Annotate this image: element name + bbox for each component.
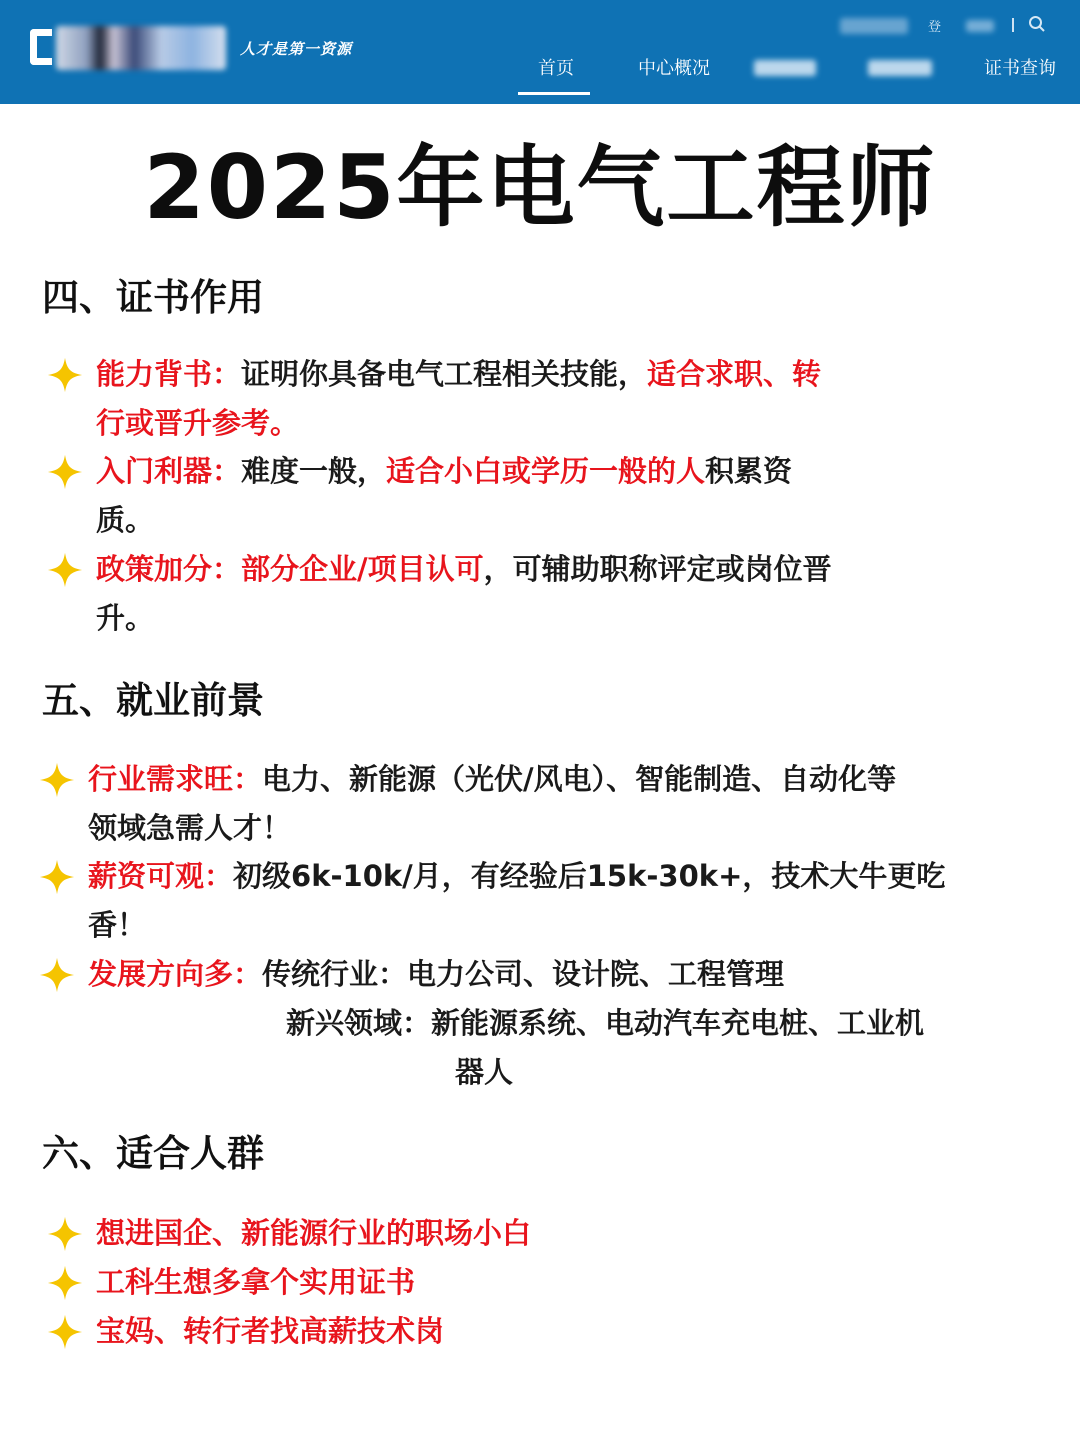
sparkle-star-icon	[46, 1313, 84, 1351]
sub-category-name: 新兴领域：	[286, 1006, 432, 1040]
page-title: 2025年电气工程师	[143, 136, 937, 239]
list-item	[88, 852, 945, 950]
item-text: 电力、新能源（光伏/风电）、智能制造、自动化等	[262, 762, 897, 796]
site-slogan: 人才是第一资源	[240, 40, 353, 58]
list-item	[96, 545, 832, 643]
sparkle-star-icon	[38, 761, 76, 799]
item-label: 能力背书：	[96, 357, 242, 391]
sparkle-star-icon	[46, 1264, 84, 1302]
item-text: 难度一般，	[241, 454, 387, 488]
sparkle-star-icon	[38, 956, 76, 994]
item-text: 香！	[88, 908, 147, 942]
nav-item-cert-query[interactable]: 证书查询	[984, 58, 1056, 79]
list-item	[88, 950, 784, 999]
item-text: ，可辅助职称评定或岗位晋	[483, 552, 832, 586]
item-label: 入门利器：	[96, 454, 242, 488]
item-highlight: 行或晋升参考。	[96, 406, 300, 440]
sparkle-star-icon	[46, 1215, 84, 1253]
nav-item-blurred-1[interactable]	[754, 60, 816, 76]
item-highlight: 适合小白或学历一般的人	[386, 454, 706, 488]
item-label: 政策加分：	[96, 552, 242, 586]
item-label: 薪资可观：	[88, 859, 234, 893]
section-heading-cert-use: 四、证书作用	[42, 276, 264, 319]
item-text: 质。	[96, 503, 155, 537]
sparkle-star-icon	[38, 858, 76, 896]
item-text: 领域急需人才！	[88, 811, 292, 845]
list-item	[96, 1258, 415, 1307]
list-item-continuation	[286, 999, 924, 1048]
item-highlight: 部分企业/项目认可	[241, 552, 484, 586]
register-link-blurred[interactable]	[966, 20, 994, 32]
nav-item-overview[interactable]: 中心概况	[638, 58, 710, 79]
item-text: 升。	[96, 601, 155, 635]
section-heading-audience: 六、适合人群	[42, 1132, 264, 1175]
nav-item-home[interactable]: 首页	[538, 58, 574, 79]
section-heading-career: 五、就业前景	[42, 679, 264, 722]
list-item-continuation	[455, 1048, 513, 1097]
list-item	[96, 1209, 531, 1258]
list-item	[96, 447, 792, 545]
util-link-blurred[interactable]	[840, 18, 908, 34]
sparkle-star-icon	[46, 356, 84, 394]
sparkle-star-icon	[46, 551, 84, 589]
item-text: 积累资	[705, 454, 793, 488]
sub-category-name: 传统行业：	[262, 957, 408, 991]
list-item	[96, 350, 821, 448]
list-item	[96, 1307, 444, 1356]
search-icon[interactable]	[1028, 15, 1046, 33]
item-text: 初级6k-10k/月，有经验后15k-30k+，技术大牛更吃	[233, 859, 946, 893]
item-highlight: 宝妈、转行者找高薪技术岗	[96, 1314, 445, 1348]
site-header	[0, 0, 1080, 104]
util-divider	[1012, 18, 1014, 32]
item-highlight: 适合求职、转	[647, 357, 822, 391]
login-link[interactable]: 登	[928, 20, 942, 35]
item-label: 发展方向多：	[88, 957, 263, 991]
item-highlight: 工科生想多拿个实用证书	[96, 1265, 416, 1299]
sub-category-value: 器人	[455, 1055, 514, 1089]
item-label: 行业需求旺：	[88, 762, 263, 796]
nav-active-indicator	[518, 92, 590, 95]
sub-category-value: 电力公司、设计院、工程管理	[407, 957, 785, 991]
sparkle-star-icon	[46, 453, 84, 491]
nav-item-blurred-2[interactable]	[868, 60, 932, 76]
item-text: 证明你具备电气工程相关技能，	[241, 357, 648, 391]
list-item	[88, 755, 896, 853]
sub-category-value: 新能源系统、电动汽车充电桩、工业机	[431, 1006, 925, 1040]
item-highlight: 想进国企、新能源行业的职场小白	[96, 1216, 532, 1250]
